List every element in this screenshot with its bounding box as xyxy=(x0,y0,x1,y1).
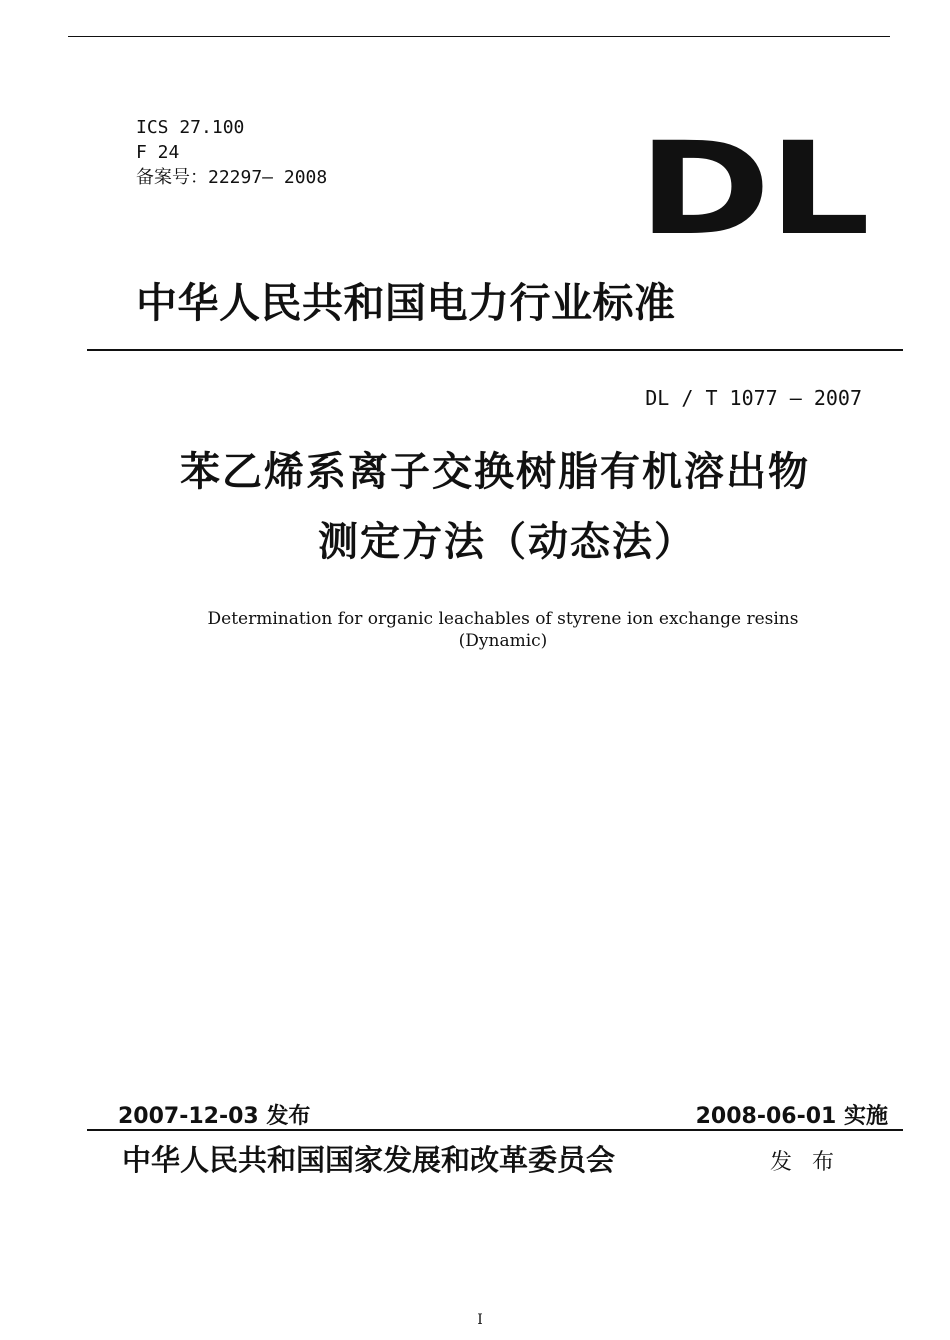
date-divider xyxy=(87,1129,903,1131)
industry-standard-title: 中华人民共和国电力行业标准 xyxy=(136,279,676,327)
chinese-title-line-2: 测定方法（动态法） xyxy=(318,519,696,565)
top-rule xyxy=(68,36,890,37)
issue-date: 2007-12-03 发布 xyxy=(118,1104,311,1129)
chinese-title-line-1: 苯乙烯系离子交换树脂有机溶出物 xyxy=(180,449,810,495)
classification-code: F 24 xyxy=(136,142,180,163)
implementation-date: 2008-06-01 实施 xyxy=(695,1104,888,1129)
dl-logo: DL xyxy=(638,115,868,264)
issuing-authority: 中华人民共和国国家发展和改革委员会 xyxy=(122,1143,616,1177)
ics-code: ICS 27.100 xyxy=(136,117,245,138)
english-title-line-2: (Dynamic) xyxy=(458,631,548,651)
standard-number: DL / T 1077 — 2007 xyxy=(645,386,862,410)
english-title-line-1: Determination for organic leachables of styrene ion exchange resins xyxy=(207,609,799,629)
page-number: I xyxy=(477,1312,483,1328)
title-divider xyxy=(87,349,903,351)
issued-by-label: 发布 xyxy=(770,1150,855,1175)
filing-number: 备案号：22297– 2008 xyxy=(136,167,328,188)
